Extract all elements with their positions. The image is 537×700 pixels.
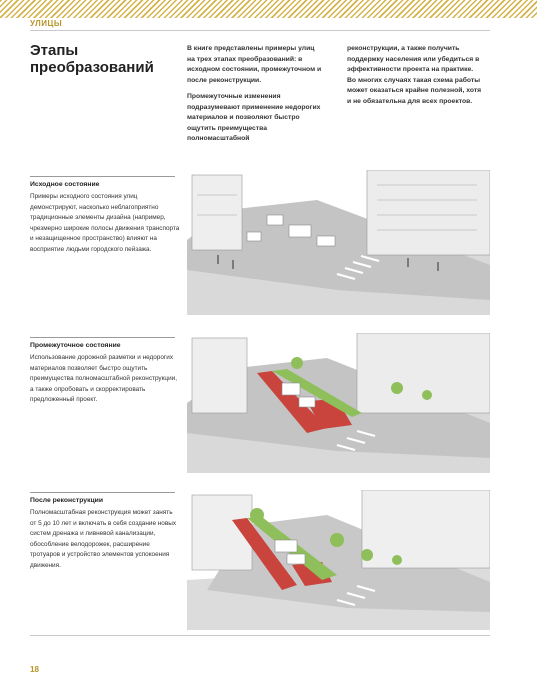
intro-paragraph-1: В книге представлены примеры улиц на трех этапах преобразований: в исходном состоянии, промежуточном и после реконструкции. (187, 45, 322, 84)
stage2-illustration (187, 333, 490, 473)
page-title-line1: Этапы (30, 42, 79, 59)
intro-column-1 (187, 44, 322, 151)
stage1-divider (30, 176, 175, 177)
page-number: 18 (30, 665, 39, 674)
stage3-text: Полномасштабная реконструкция может занять от 5 до 10 лет и включать в себя создание новых систем дренажа и ливневой канализации, обособление велодорожек, расширение тротуаров и устройство элементов успокоения движения. (30, 509, 177, 569)
stage3-divider (30, 492, 175, 493)
bottom-divider (30, 635, 490, 636)
stage1-illustration (187, 170, 490, 315)
stage2-title: Промежуточное состояние (30, 342, 121, 349)
intro-paragraph-2: Промежуточные изменения подразумевают применение недорогих материалов и позволяют быстро ощутить преимущества полномасштабной (187, 93, 321, 142)
intro-paragraph-3: реконструкции, а также получить поддержку населения или убедиться в эффективности проекта на практике. Во многих случаях такая схема работы может оказаться крайне полезной, хотя и не обязательна для всех проектов. (347, 45, 482, 105)
top-divider (30, 30, 490, 31)
stage3-illustration (187, 490, 490, 630)
page-title (30, 42, 180, 76)
stage1-text: Примеры исходного состояния улиц демонстрируют, насколько неблагоприятно традиционные элементы дизайна (например, чрезмерно широкие полосы движения транспорта и незащищенное пространство) влияют на восприятие людьми городского пейзажа. (30, 193, 180, 253)
section-label: УЛИЦЫ (30, 19, 63, 28)
intro-column-2 (347, 44, 482, 113)
stage2-text: Использование дорожной разметки и недорогих материалов позволяет быстро ощутить преимущества полномасштабной реконструкции, а также опробовать и скорректировать предложенный проект. (30, 354, 177, 403)
header-hatch-band (0, 0, 537, 18)
stage2-divider (30, 337, 175, 338)
page-title-line2: преобразований (30, 59, 154, 76)
stage1-title: Исходное состояние (30, 181, 100, 188)
stage3-title: После реконструкции (30, 497, 104, 504)
